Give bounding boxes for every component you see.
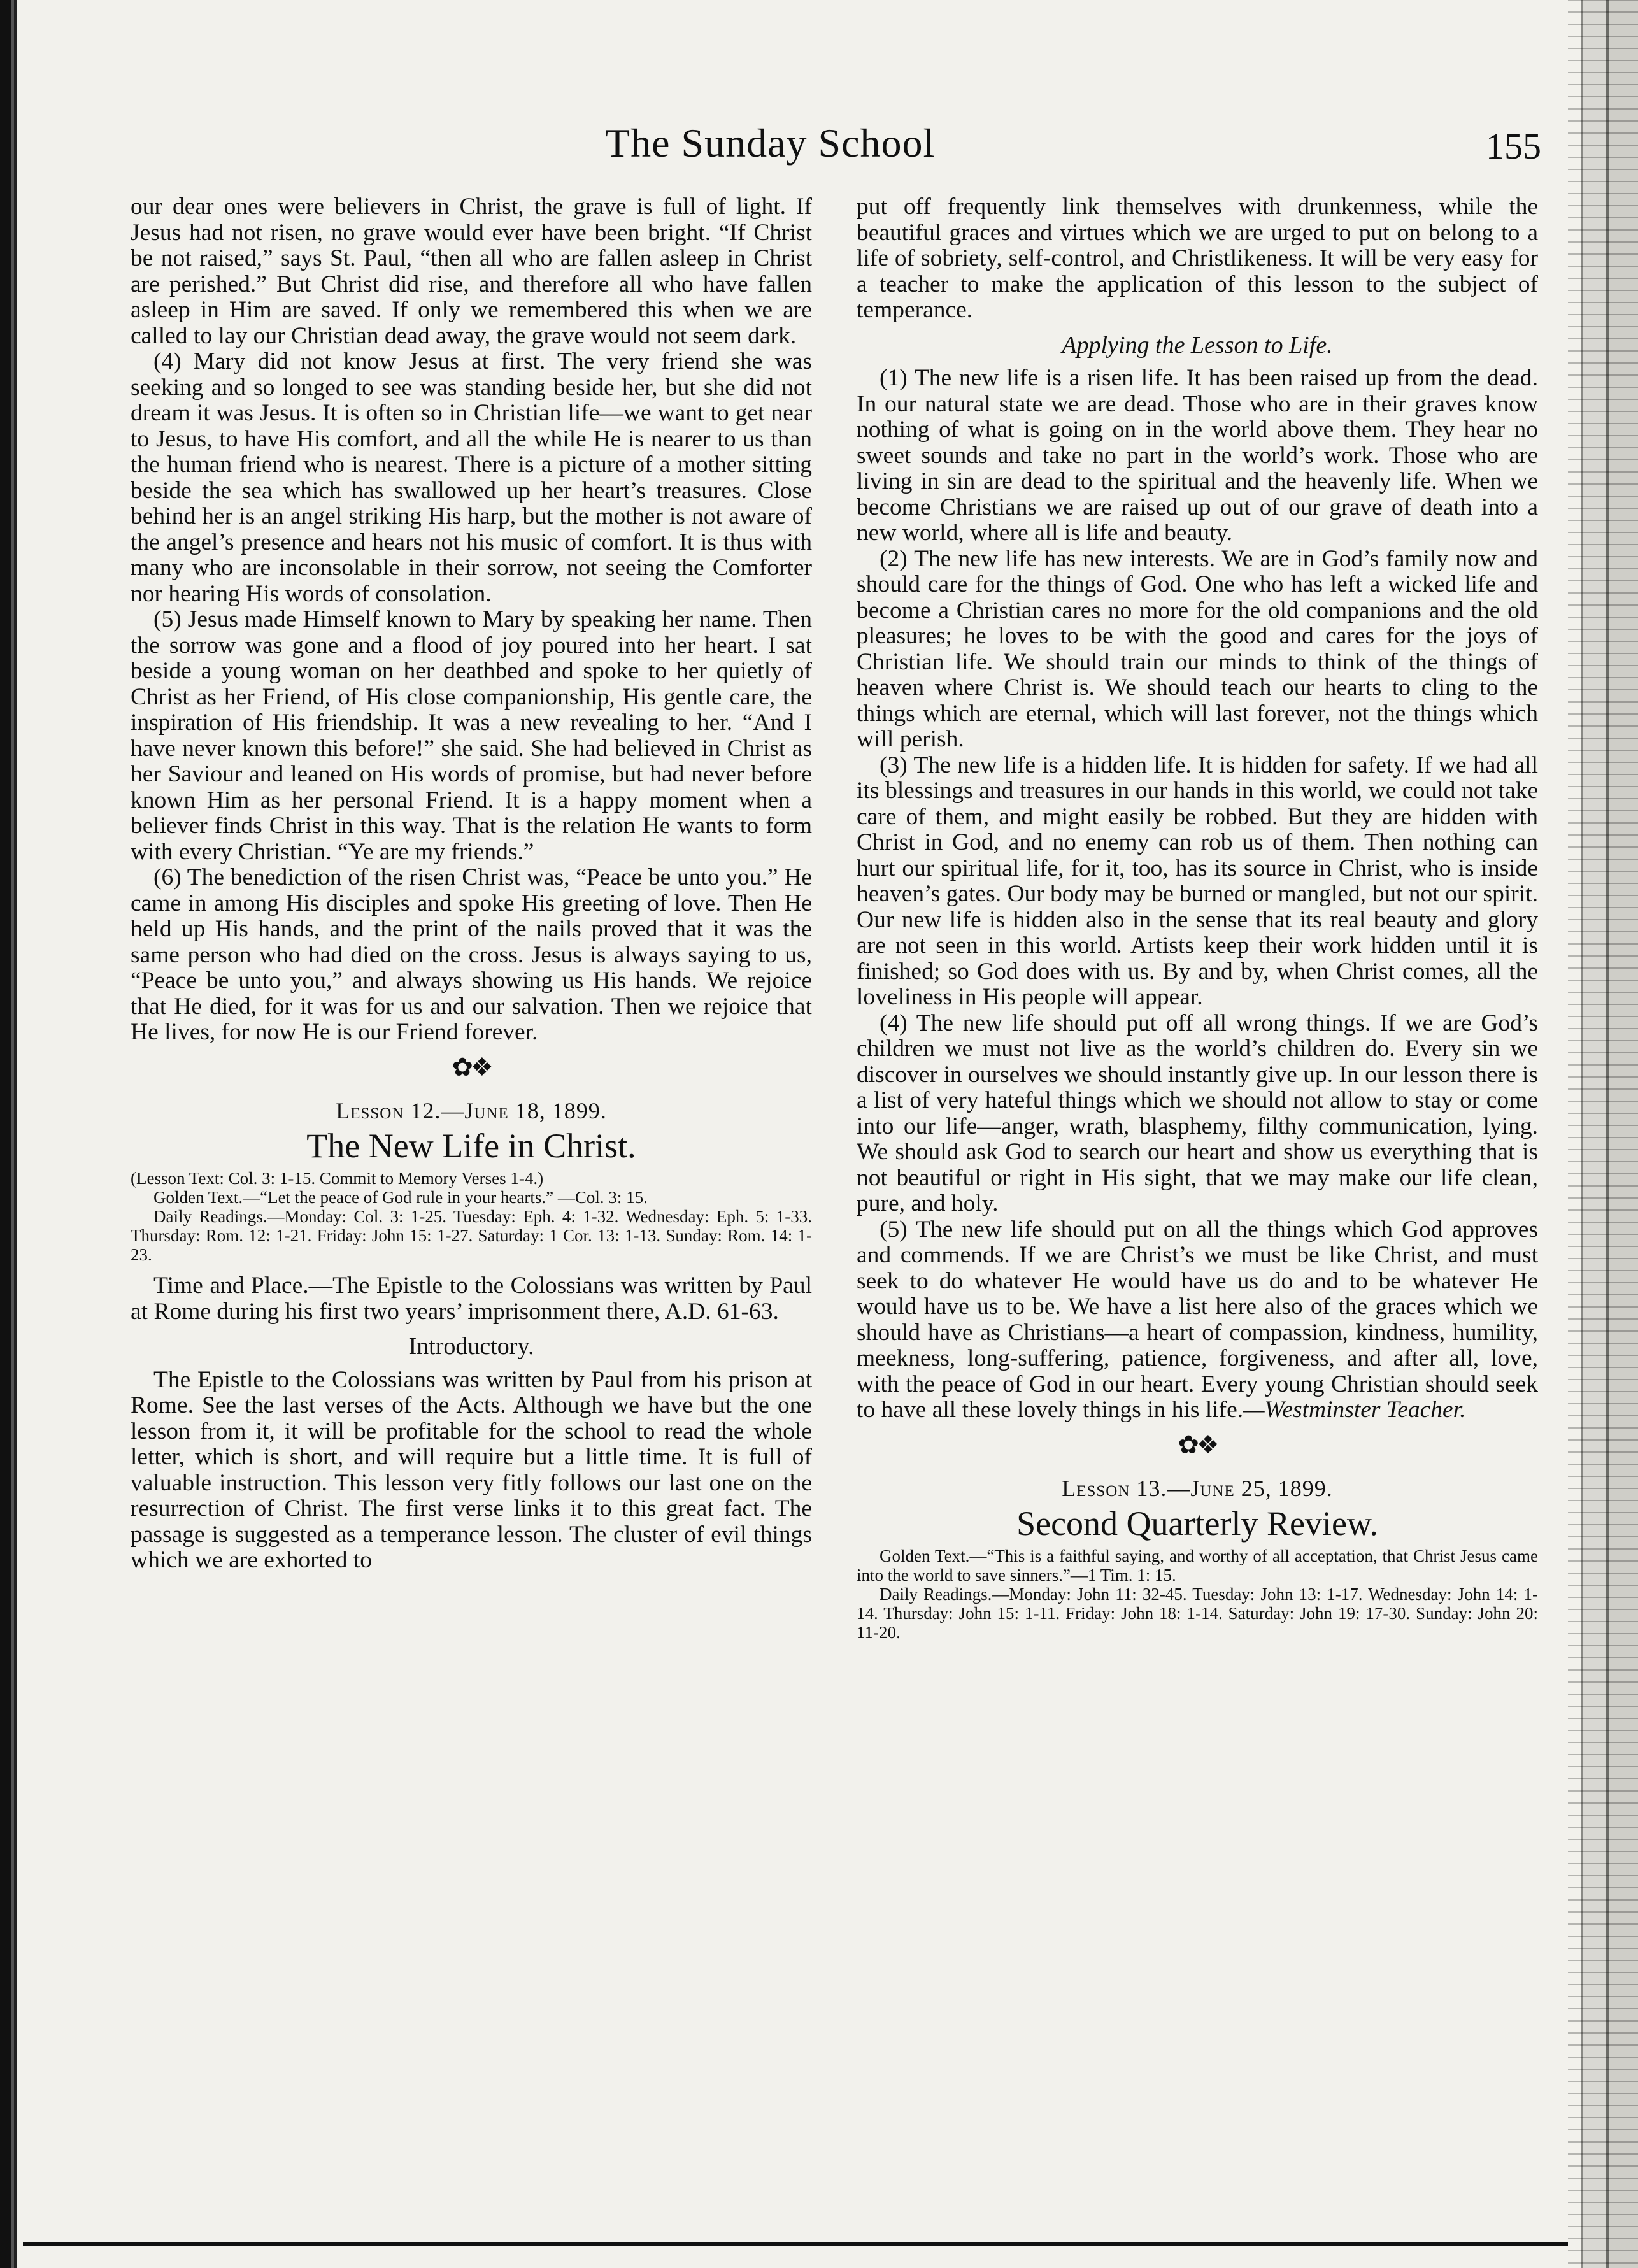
running-title: The Sunday School (605, 120, 936, 166)
ornament-divider: ✿❖ (1178, 1430, 1217, 1459)
page-binding-left (0, 0, 23, 2268)
introductory-heading: Introductory. (408, 1333, 534, 1360)
left-column (131, 194, 812, 1574)
lesson-12-time-and-place: Time and Place.—The Epistle to the Colossians was written by Paul at Rome during his first two years’ imprisonment there, A.D. 61-63. (131, 1273, 812, 1325)
applying-lesson-heading: Applying the Lesson to Life. (1062, 331, 1333, 359)
point-5-source: —Westminster Teacher. (1243, 1397, 1466, 1423)
bottom-rule (23, 2242, 1568, 2246)
lesson-13-daily-readings: Daily Readings.—Monday: John 11: 32-45. Tuesday: John 13: 1-17. Wednesday: John 14: 1-14. Thursday: John 15: 1-11. Friday: John 18: 1-14. Saturday: John 19: 17-30. Sunday: John 20: 11-20. (857, 1585, 1538, 1642)
running-head (102, 102, 1554, 172)
lesson-12-heading: Lesson 12.—June 18, 1899. (336, 1098, 607, 1123)
paragraph: (4) Mary did not know Jesus at first. The very friend she was seeking and so longed to see was standing beside her, but she did not dream it was Jesus. It is often so in Christian life—we want to get near to Jesus, to have His comfort, and all the while He is nearer to us than the human friend who is nearest. There is a picture of a mother sitting beside the sea which has swallowed up her heart’s treasures. Close behind her is an angel striking His harp, but the mother is not aware of the angel’s presence and hears not his music of comfort. It is thus with many who are inconsolable in their sorrow, not seeing the Comforter nor hearing His words of consolation. (131, 348, 812, 607)
lesson-12-text-reference: (Lesson Text: Col. 3: 1-15. Commit to Memory Verses 1-4.) (131, 1169, 544, 1188)
lesson-13-heading: Lesson 13.—June 25, 1899. (1062, 1476, 1333, 1501)
paragraph: put off frequently link themselves with drunkenness, while the beautiful graces and virtues which we are urged to put on belong to a life of sobriety, self-control, and Christlikeness. It will be very easy for a teacher to make the application of this lesson to the subject of temperance. (857, 194, 1538, 323)
page-binding-right (1568, 0, 1638, 2268)
point-5 (857, 1217, 1538, 1423)
page-number: 155 (1486, 125, 1541, 167)
paragraph: (5) Jesus made Himself known to Mary by speaking her name. Then the sorrow was gone and a flood of joy poured into her heart. I sat beside a young woman on her deathbed and spoke to her quietly of Christ as her Friend, of His close companionship, His gentle care, the inspiration of His friendship. It was a new revealing to her. “And I have never known this before!” she said. She had believed in Christ as her Saviour and leaned on His words of promise, but had never before known Him as her personal Friend. It is a happy moment when a believer finds Christ in this way. That is the relation He wants to form with every Christian. “Ye are my friends.” (131, 606, 812, 865)
point-3: (3) The new life is a hidden life. It is hidden for safety. If we had all its blessings and treasures in our hands in this world, we could not take care of them, and might easily be robbed. But they are hidden with Christ in God, and no enemy can rob us of them. Then nothing can hurt our spiritual life, for it, too, has its source in Christ, who is inside heaven’s gates. Our body may be burned or mangled, but not our spirit. Our new life is hidden also in the sense that its real beauty and glory are not seen in this world. Artists keep their work hidden until it is finished; so God does with us. By and by, when Christ comes, all the loveliness in His people will appear. (857, 752, 1538, 1010)
ornament-divider: ✿❖ (452, 1052, 491, 1081)
lesson-12-daily-readings: Daily Readings.—Monday: Col. 3: 1-25. Tuesday: Eph. 4: 1-32. Wednesday: Eph. 5: 1-33. Thursday: Rom. 12: 1-21. Friday: John 15: 1-27. Saturday: 1 Cor. 13: 1-13. Sunday: Rom. 14: 1-23. (131, 1207, 812, 1264)
paragraph: (6) The benediction of the risen Christ was, “Peace be unto you.” He came in among His disciples and spoke His greeting of love. Then He held up His hands, and the print of the nails proved that it was the same person who had died on the cross. Jesus is always saying to us, “Peace be unto you,” and always showing us His hands. We rejoice that He died, for it was for us and our salvation. Then we rejoice that He lives, for now He is our Friend forever. (131, 864, 812, 1045)
lesson-13-golden-text: Golden Text.—“This is a faithful saying, and worthy of all acceptation, that Christ Jesus came into the world to save sinners.”—1 Tim. 1: 15. (857, 1546, 1538, 1585)
point-5-text: (5) The new life should put on all the things which God approves and commends. If we are Christ’s we must be like Christ, and must seek to do whatever He would have us do and to be whatever He would have us to be. We have a list here also of the graces which we should have as Christians—a heart of compassion, kindness, humility, meekness, long-suffering, patience, forgiveness, and after all, love, with the peace of God in our heart. Every young Christian should seek to have all these lovely things in his life. (857, 1216, 1538, 1423)
lesson-12-golden-text: Golden Text.—“Let the peace of God rule in your hearts.” —Col. 3: 15. (153, 1188, 648, 1207)
document-page (102, 102, 1554, 2216)
paragraph: our dear ones were believers in Christ, the grave is full of light. If Jesus had not risen, no grave would ever have been bright. “If Christ be not raised,” says St. Paul, “then all who are fallen asleep in Christ are perished.” But Christ did rise, and therefore all who have fallen asleep in Him are saved. If only we remembered this when we are called to lay our Christian dead away, the grave would not seem dark. (131, 194, 812, 349)
point-2: (2) The new life has new interests. We are in God’s family now and should care for the things of God. One who has left a wicked life and become a Christian cares no more for the old companions and the old pleasures; he loves to be with the good and cares for the joys of Christian life. We should train our minds to think of the things of heaven where Christ is. We should teach our hearts to cling to the things which are eternal, which will last forever, not the things which will perish. (857, 545, 1538, 752)
lesson-12-title: The New Life in Christ. (306, 1126, 636, 1165)
lesson-13-title: Second Quarterly Review. (1016, 1504, 1378, 1543)
point-1: (1) The new life is a risen life. It has been raised up from the dead. In our natural state we are dead. Those who are in their graves know nothing of what is going on in the world above them. They hear no sweet sounds and take no part in the world’s work. Those who are living in sin are dead to the spiritual and the heavenly life. When we become Christians we are raised up out of our grave of death into a new world, where all is life and beauty. (857, 365, 1538, 546)
right-column (857, 194, 1538, 1642)
point-4: (4) The new life should put off all wrong things. If we are God’s children we must not live as the world’s children do. Every sin we discover in ourselves we should instantly give up. In our lesson there is a list of very hateful things which we should not allow to stay or come into our life—anger, wrath, blasphemy, filthy communication, lying. We should ask God to search our heart and show us everything that is not beautiful or right in His sight, that we may make our life clean, pure, and holy. (857, 1009, 1538, 1216)
introductory-paragraph: The Epistle to the Colossians was written by Paul from his prison at Rome. See the last verses of the Acts. Although we have but the one lesson from it, it will be profitable for the school to read the whole letter, which is short, and will require but a little time. It is full of valuable instruction. This lesson very fitly follows our last one on the resurrection of Christ. The first verse links it to this great fact. The passage is suggested as a temperance lesson. The cluster of evil things which we are exhorted to (131, 1366, 812, 1573)
